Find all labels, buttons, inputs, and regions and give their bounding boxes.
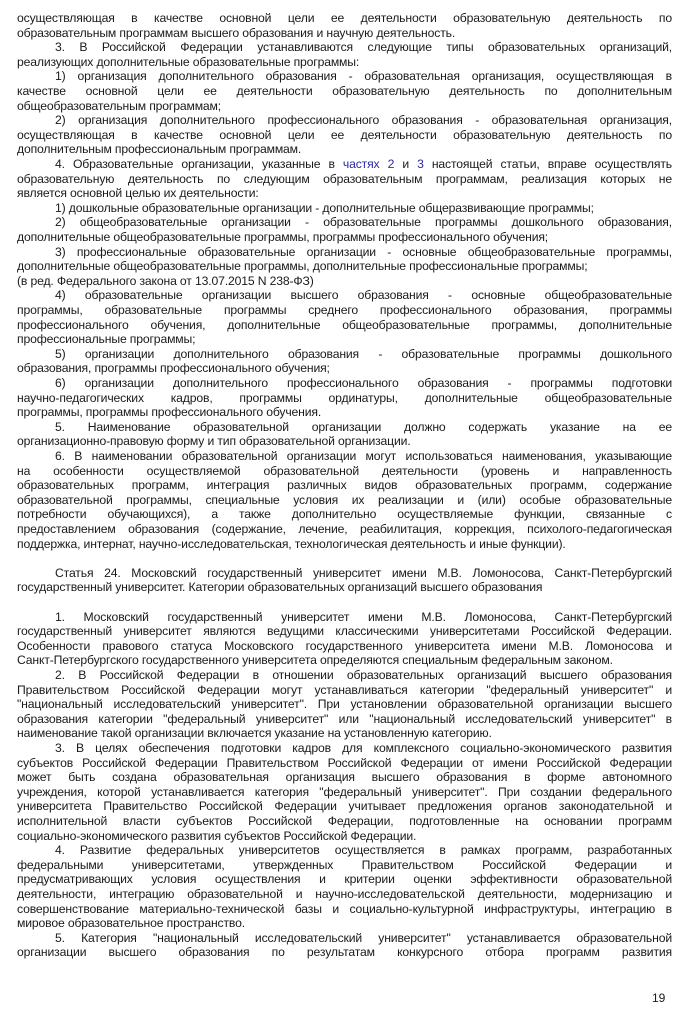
text-line: дополнительные общеобразовательные программы, дополнительные профессиональные программы; <box>17 259 588 274</box>
text-line: образовательных программ, интеграция различных видов образовательных программ, содержание <box>17 478 672 493</box>
text-line: мировое образовательное пространство. <box>17 916 245 931</box>
text-line: 5. Наименование образовательной организации должно содержать указание на ее <box>55 419 672 434</box>
text-line: реализующих дополнительные образовательные программы: <box>17 54 360 69</box>
text-line: научно-педагогических кадров, программы ординатуры, дополнительные общеобразовательные <box>17 390 672 405</box>
text-line: Особенности правового статуса Московского государственного университета имени М.В. Ломоносова и <box>17 638 672 653</box>
text-segment: настоящей статьи, вправе осуществлять <box>423 157 672 171</box>
text-line: программы, образовательные программы среднего профессионального образования, программы <box>17 303 672 317</box>
text-line: деятельности, интеграцию образовательной и научно-исследовательской деятельности, модернизацию и <box>17 887 672 901</box>
text-line: 6) организации дополнительного профессионального образования - программы подготовки <box>55 376 672 390</box>
text-line: 6. В наименовании образовательной организации могут использоваться наименования, указывающие <box>55 449 672 463</box>
article-heading-line: Статья 24. Московский государственный университет имени М.В. Ломоносова, Санкт-Петербургский <box>55 565 672 580</box>
text-line: университета Правительство Российской Федерации учитывает предложения органов законодательной и <box>17 799 672 814</box>
text-line: организации высшего образования по результатам конкурсного отбора программ развития <box>17 945 672 960</box>
text-line: государственный университет являются ведущими классическими университетами Российской Федерации. <box>17 624 672 639</box>
text-line: организационно-правовую форму и тип образовательной организации. <box>17 434 411 449</box>
text-line: осуществляющая в качестве основной цели ее деятельности образовательную деятельность по <box>17 11 672 25</box>
text-line: 3) профессиональные образовательные организации - основные общеобразовательные программы, <box>55 244 672 259</box>
text-line: образовательным программам высшего образования и научную деятельность. <box>17 25 456 40</box>
text-line: 1. Московский государственный университет имени М.В. Ломоносова, Санкт-Петербургский <box>55 609 672 624</box>
text-line: 5. Категория "национальный исследовательский университет" устанавливается образовательной <box>55 930 672 945</box>
text-line: образования категории "федеральный университет" или "национальный исследовательский университет" в <box>17 711 672 726</box>
text-line: 4. Развитие федеральных университетов осуществляется в рамках программ, разработанных <box>55 843 672 858</box>
text-line: 2. В Российской Федерации в отношении образовательных организаций высшего образования <box>55 668 672 682</box>
text-line: предусматривающих условия осуществления и критерии оценки эффективности образовательной <box>17 872 672 887</box>
text-line <box>55 157 672 172</box>
text-line: 4) образовательные организации высшего образования - основные общеобразовательные <box>55 288 672 303</box>
text-line: федеральными университетами, утвержденных Правительством Российской Федерации и <box>17 857 672 872</box>
text-line: программы, программы профессионального обучения. <box>17 405 322 420</box>
text-line: Правительством Российской Федерации могут устанавливаться категории "федеральный университет" и <box>17 682 672 697</box>
link-part-3[interactable]: 3 <box>417 157 424 171</box>
text-line: социально-экономического развития субъектов Российской Федерации. <box>17 828 417 843</box>
text-line: потребности обучающихся), а также дополнительно осуществляемые функции, связанные с <box>17 507 672 522</box>
text-line: Санкт-Петербургского государственного университета определяются специальным федеральным законом. <box>17 653 613 668</box>
text-line: 1) дошкольные образовательные организации - дополнительные общеразвивающие программы; <box>55 200 594 215</box>
text-line: дополнительные общеобразовательные программы, программы профессионального обучения; <box>17 230 549 244</box>
text-line: исполнительной власти субъектов Российской Федерации, подготовленные на основании программ <box>17 814 672 828</box>
link-part-2[interactable]: частях 2 <box>342 157 395 171</box>
text-line: качестве основной цели ее деятельности образовательную деятельность по дополнительным <box>17 84 672 98</box>
text-line: 1) организация дополнительного образования - образовательная организация, осуществляющая в <box>55 69 672 84</box>
text-segment: 4. Образовательные организации, указанные в <box>55 157 343 171</box>
text-line: 2) организация дополнительного профессионального образования - образовательная организация, <box>55 113 672 128</box>
text-line: предоставлением образования (содержание, лечение, реабилитация, коррекция, психолого-педагогическая <box>17 522 672 536</box>
text-line: может быть создана образовательная организация высшего образования в форме автономного <box>17 770 672 785</box>
text-line: 5) организации дополнительного образования - образовательные программы дошкольного <box>55 346 672 361</box>
text-line: образования, программы профессионального обучения; <box>17 361 330 376</box>
text-line: является основной целью их деятельности: <box>17 186 259 201</box>
text-line: учреждения, которой устанавливается категория "федеральный университет". При создании федерального <box>17 784 672 799</box>
text-line: осуществляющая в качестве основной цели ее деятельности образовательную деятельность по <box>17 127 672 142</box>
article-heading-line: государственный университет. Категории образовательных организаций высшего образования <box>17 580 543 595</box>
text-line: дополнительным профессиональным программам. <box>17 142 302 157</box>
text-line: совершенствование материально-технической базы и социально-культурной инфраструктуры, интеграцию в <box>17 901 672 916</box>
page-number: 19 <box>652 991 666 1005</box>
text-line: 2) общеобразовательные организации - образовательные программы дошкольного образования, <box>55 215 672 230</box>
text-line: 3. В Российской Федерации устанавливаются следующие типы образовательных организаций, <box>55 40 672 55</box>
text-line: (в ред. Федерального закона от 13.07.2015 N 238-ФЗ) <box>17 273 314 288</box>
text-line: образовательной программы, специальные условия их реализации и (или) особые образовательные <box>17 492 672 507</box>
text-line: поддержка, интернат, научно-исследовательская, технологическая деятельность и иные функции). <box>17 536 566 551</box>
text-line: профессионального обучения, дополнительные общеобразовательные программы, дополнительные <box>17 317 672 332</box>
text-segment: и <box>394 157 418 171</box>
text-line: общеобразовательным программам; <box>17 98 222 113</box>
text-line: профессиональные программы; <box>17 332 196 347</box>
text-line: наименование такой организации включается указание на установленную категорию. <box>17 726 492 741</box>
text-line: образовательную деятельность по следующим образовательным программам, реализация которых не <box>17 171 672 186</box>
text-line: "национальный исследовательский университет". При установлении образовательной организации высшего <box>17 697 672 712</box>
text-line: 3. В целях обеспечения подготовки кадров для комплексного социально-экономического развития <box>55 741 672 755</box>
text-line: на особенности осуществляемой образовательной деятельности (уровень и направленность <box>17 463 672 478</box>
text-line: субъектов Российской Федерации Правительством Российской Федерации от имени Российской Федерации <box>17 755 672 770</box>
